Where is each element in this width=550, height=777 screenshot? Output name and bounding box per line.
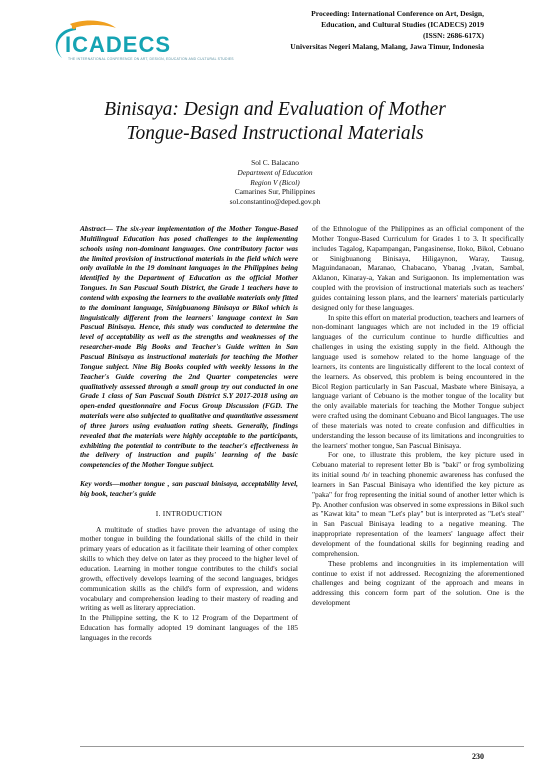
author-name: Sol C. Balacano	[251, 158, 299, 167]
logo-tagline: THE INTERNATIONAL CONFERENCE ON ART, DESIGN, EDUCATION AND CULTURAL STUDIES	[68, 57, 234, 61]
proceedings-line-1: Proceeding: International Conference on Art, Design,	[311, 9, 484, 18]
body-paragraph-5: For one, to illustrate this problem, the key picture used in Cebuano material to represent letter Bb is "baki" or frog symbolizing its initial sound /b/ in teaching phonemic awareness has confused the learners in San Pascual Binisaya who identified the key picture as "paka" for frog representing the initial sound of another letter which is Pp. Another confusion was observed in some expressions in Bikol such as "Kawat kita" to mean "Let's play" but is interpreted as "Let's steal" in San Pascual Binisaya leading to a negative meaning. The inappropriate representation of the learners' language affect their development of the foundational skills for beginning reading and comprehension.	[312, 450, 524, 558]
page-number: 230	[472, 752, 484, 761]
body-paragraph-3: of the Ethnologue of the Philippines as an official component of the Mother Tongue-Based Curriculum for Grades 1 to 3. It specifically includes Tagalog, Kapampangan, Pangasinense, Iloko, Bikol, Cebuano or Sinigbuanong Binisaya, Hiligaynon, Waray, Tausug, Maguindanaoan, Maranao, Chabacano, Ybanag ,Ivatan, Sambal, Aklanon, Kinaray-a, Yakan and Surigaonon. Its implementation was coupled with the provision of instructional materials such as teachers' guides containing lesson plans, and the learners' materials particularly designed only for these languages.	[312, 224, 524, 312]
conference-logo	[46, 18, 234, 68]
abstract-dash: —	[105, 224, 116, 233]
author-department: Department of Education	[237, 167, 313, 177]
body-paragraph-6: These problems and incongruities in its implementation will continue to exist if not addressed. Recognizing the aforementioned challenges and being cognizant of the approach and means in addressing this concern form part of the solution. One is the development	[312, 558, 524, 608]
keywords	[80, 479, 298, 499]
author-region: Region V (Bicol)	[250, 177, 300, 187]
paper-title	[60, 98, 490, 146]
author-block	[150, 158, 400, 207]
proceedings-venue: Universitas Negeri Malang, Malang, Jawa Timur, Indonesia	[290, 42, 484, 51]
paper-title-line-2: Tongue-Based Instructional Materials	[126, 123, 424, 144]
author-email[interactable]: sol.constantino@deped.gov.ph	[229, 197, 321, 207]
keywords-label: Key words	[80, 479, 113, 489]
body-paragraph-2: In the Philippine setting, the K to 12 Program of the Department of Education has formally adopted 19 dominant languages of the 185 languages in the records	[80, 613, 298, 642]
proceedings-issn: (ISSN: 2686-617X)	[423, 31, 484, 40]
author-location: Camarines Sur, Philippines	[234, 187, 316, 197]
section-heading-introduction: I. INTRODUCTION	[155, 508, 223, 518]
left-column	[80, 224, 298, 643]
body-paragraph-4: In spite this effort on material production, teachers and learners of non-dominant languages which are not included in the 19 official languages of the curriculum continue to hurdle difficulties and challenges in using the existing supply in the field. Although the language used is somehow related to the home language of the learners, its contents are linguistically different to the local context of the learners. As observed, this problem is being encountered in the Bicol Region particularly in San Pascual, Masbate where Binisaya, a language variant of Cebuano is the mother tongue of the locality but the only available materials for teaching the Mother Tongue subject were crafted using the dominant Cebuano and Bicol languages. The use of these materials was noted to create confusion and difficulties in understanding the lesson because of its limitations and incongruities to the learners' mother tongue, San Pascual Binisaya.	[312, 312, 524, 450]
footer-rule	[80, 746, 524, 747]
body-paragraph-1: A multitude of studies have proven the advantage of using the mother tongue in building the foundational skills of the child in their primary years of education as it facilitate their learning of other complex skills to which they delve on later as they proceed to the higher level of education. Learning in mother tongue contributes to the child's social growth, effectively develops learning of the second languages, bridges communication skills as the child's form of expression, and widens vocabulary and comprehension leading to their mastery of reading and writing as well as literary appreciation.	[80, 524, 298, 613]
abstract	[80, 224, 298, 470]
keywords-text: —mother tongue , san pascual binisaya, acceptability level, big book, teacher's guide	[80, 479, 298, 498]
abstract-text: The six-year implementation of the Mother Tongue-Based Multilingual Education has posed challenges to the implementing schools using non-dominant languages. One contributory factor was the limited provision of instructional materials in the field which were only available in the 19 dominant languages in the Philippines being identified by the Department of Education as the official Mother Tongues. In San Pascual South District, the Grade 1 teachers have to contend with exposing the learners to the available materials only fitted to the dominant language, Sinigbuanong Binisaya or Bikol which is linguistically different from the learners' language context in San Pascual Binisaya. Hence, this study was conducted to determine the level of acceptability as well as the strengths and weaknesses of the researcher-made Big Books and Teacher's Guide written in San Pascual Binisaya as instructional materials for teaching the Mother Tongue subject. Nine Big Books coupled with weekly lessons in the Teacher's Guide covering the 2nd Quarter competencies were qualitatively assessed through a small group try out conducted in one Grade 1 class of San Pascual South District S.Y 2017-2018 using an open-ended questionnaire and Focus Group Discussion (FGD. The materials were also subjected to qualitative and quantitative assessment of three jurors using evaluation rating sheets. Generally, findings revealed that the materials were highly acceptable to the participants, exhibiting the potential to contribute to the teacher's effectiveness in the delivery of instruction and pupils' learning of the basic competencies of the Mother Tongue subject.	[80, 224, 298, 470]
proceedings-line-2: Education, and Cultural Studies (ICADECS) 2019	[321, 20, 484, 29]
abstract-label: Abstract	[80, 224, 106, 233]
logo-wordmark: ICADECS	[65, 32, 172, 57]
proceedings-header	[204, 8, 484, 52]
right-column	[312, 224, 524, 608]
paper-title-line-1: Binisaya: Design and Evaluation of Mother	[104, 99, 446, 120]
